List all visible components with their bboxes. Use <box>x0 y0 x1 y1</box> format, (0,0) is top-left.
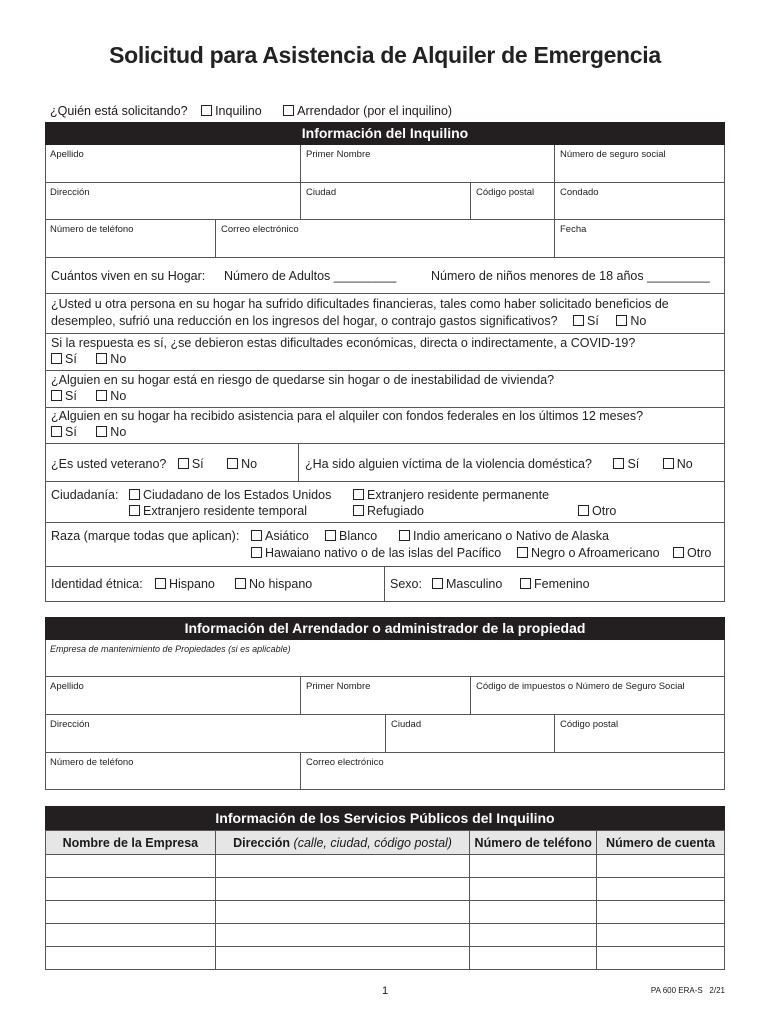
q3-options <box>51 388 126 405</box>
field-label: Fecha <box>560 224 587 235</box>
tenant-email-field[interactable] <box>216 220 555 258</box>
applicant-question <box>50 104 452 118</box>
sex-male-checkbox[interactable] <box>432 577 446 591</box>
landlord-option-label: Arrendador (por el inquilino) <box>297 104 453 118</box>
divider <box>45 293 725 294</box>
yes-label: Sí <box>627 457 640 471</box>
tenant-city-field[interactable] <box>301 183 471 220</box>
landlord-email-field[interactable] <box>301 753 725 790</box>
yes-label: Sí <box>587 314 599 328</box>
col-company: Nombre de la Empresa <box>46 831 216 855</box>
landlord-address-field[interactable] <box>45 715 386 753</box>
option-label: Blanco <box>339 529 378 543</box>
no-label: No <box>110 389 127 403</box>
option-label: Indio americano o Nativo de Alaska <box>413 529 609 543</box>
page-title: Solicitud para Asistencia de Alquiler de Emergencia <box>109 42 661 68</box>
table-cell[interactable] <box>46 924 216 947</box>
landlord-city-field[interactable] <box>386 715 555 753</box>
field-label: Apellido <box>50 681 84 692</box>
violence-label: ¿Ha sido alguien víctima de la violencia doméstica? <box>305 457 592 471</box>
race-other-checkbox[interactable] <box>673 546 687 560</box>
ethnic-non-hispanic <box>235 576 312 593</box>
field-label: Número de teléfono <box>50 757 134 768</box>
race-black-checkbox[interactable] <box>517 546 531 560</box>
field-label: Código postal <box>476 187 535 198</box>
household-label: Cuántos viven en su Hogar: <box>51 269 206 283</box>
divider <box>45 481 725 482</box>
option-label: Negro o Afroamericano <box>531 546 660 560</box>
citizenship-temporary-checkbox[interactable] <box>129 504 143 518</box>
table-row <box>46 947 725 970</box>
landlord-phone-field[interactable] <box>45 753 301 790</box>
applicant-question-label: ¿Quién está solicitando? <box>50 104 188 118</box>
option-label: Otro <box>687 546 712 560</box>
tenant-first-name-field[interactable] <box>301 145 555 183</box>
field-label: Código de impuestos o Número de Seguro Social <box>476 681 685 692</box>
race-asian-checkbox[interactable] <box>251 529 265 543</box>
landlord-tax-field[interactable] <box>471 677 725 715</box>
table-cell[interactable] <box>215 924 470 947</box>
q1-line1: ¿Usted u otra persona en su hogar ha sufrido dificultades financieras, tales como haber solicitado beneficios de <box>51 297 669 311</box>
divider <box>45 566 725 567</box>
table-row <box>46 855 725 878</box>
ethnic-hispanic <box>155 576 215 593</box>
q3-no-checkbox[interactable] <box>96 389 110 403</box>
veteran-yes-checkbox[interactable] <box>178 457 192 471</box>
race-black <box>517 545 660 562</box>
race-white <box>325 528 377 545</box>
divider <box>45 370 725 371</box>
citizenship-other <box>578 503 616 520</box>
citizenship-other-checkbox[interactable] <box>578 504 592 518</box>
landlord-zip-field[interactable] <box>555 715 725 753</box>
sex-label: Sexo: <box>390 577 422 591</box>
table-cell[interactable] <box>470 947 597 970</box>
no-label: No <box>110 425 127 439</box>
q1-no-checkbox[interactable] <box>616 314 630 328</box>
option-label: Refugiado <box>367 504 424 518</box>
field-label: Código postal <box>560 719 619 730</box>
q2-text: Si la respuesta es sí, ¿se debieron estas dificultades económicas, directa o indirectamente, a COVID-19? <box>51 336 636 350</box>
q2-no-checkbox[interactable] <box>96 352 110 366</box>
option-label: Asiático <box>265 529 309 543</box>
option-label: Extranjero residente temporal <box>143 504 307 518</box>
field-label: Dirección <box>50 187 90 198</box>
ethnic-label: Identidad étnica: <box>51 577 143 591</box>
col-address-label: Dirección <box>233 835 291 850</box>
yes-label: Sí <box>65 352 77 366</box>
sex-female-checkbox[interactable] <box>520 577 534 591</box>
ethnic-non-hispanic-checkbox[interactable] <box>235 577 249 591</box>
option-label: Femenino <box>534 577 590 591</box>
tenant-address-field[interactable] <box>45 183 301 220</box>
q4-no-checkbox[interactable] <box>96 425 110 439</box>
divider <box>45 522 725 523</box>
race-native-checkbox[interactable] <box>399 529 413 543</box>
table-cell[interactable] <box>597 855 725 878</box>
table-cell[interactable] <box>46 878 216 901</box>
race-other <box>673 545 711 562</box>
q4-yes-checkbox[interactable] <box>51 425 65 439</box>
table-cell[interactable] <box>215 855 470 878</box>
yes-label: Sí <box>65 425 77 439</box>
q1-question <box>51 313 646 330</box>
table-cell[interactable] <box>470 855 597 878</box>
q3-text: ¿Alguien en su hogar está en riesgo de quedarse sin hogar o de inestabilidad de vivienda? <box>51 373 555 387</box>
table-cell[interactable] <box>215 901 470 924</box>
q4-text: ¿Alguien en su hogar ha recibido asistencia para el alquiler con fondos federales en los últimos 12 meses? <box>51 409 644 423</box>
table-cell[interactable] <box>597 878 725 901</box>
violence-no-checkbox[interactable] <box>663 457 677 471</box>
option-label: Extranjero residente permanente <box>367 488 550 502</box>
adults-field[interactable]: Número de Adultos _________ <box>224 269 397 283</box>
table-cell[interactable] <box>597 947 725 970</box>
q4-options <box>51 424 126 441</box>
col-address-hint: (calle, ciudad, código postal) <box>293 835 452 850</box>
violence-question <box>305 456 693 473</box>
q3-yes-checkbox[interactable] <box>51 389 65 403</box>
veteran-question <box>51 456 257 473</box>
divider <box>298 443 299 481</box>
option-label: No hispano <box>249 577 313 591</box>
tenant-zip-field[interactable] <box>471 183 555 220</box>
citizenship-permanent <box>353 487 549 504</box>
table-cell[interactable] <box>46 901 216 924</box>
tenant-checkbox[interactable] <box>201 104 215 118</box>
table-cell[interactable] <box>597 901 725 924</box>
table-cell[interactable] <box>46 855 216 878</box>
violence-yes-checkbox[interactable] <box>613 457 627 471</box>
race-white-checkbox[interactable] <box>325 529 339 543</box>
field-label: Condado <box>560 187 599 198</box>
field-label: Correo electrónico <box>306 757 384 768</box>
option-label: Hawaiano nativo o de las islas del Pacífico <box>265 546 502 560</box>
form-id: PA 600 ERA-S 2/21 <box>650 986 725 995</box>
tenant-ssn-field[interactable] <box>555 145 725 183</box>
no-label: No <box>241 457 258 471</box>
citizenship-temporary <box>129 503 307 520</box>
option-label: Otro <box>592 504 617 518</box>
landlord-company-field[interactable] <box>45 640 725 677</box>
option-label: Hispano <box>169 577 215 591</box>
page-number: 1 <box>381 985 389 997</box>
no-label: No <box>630 314 647 328</box>
citizenship-us <box>129 487 331 504</box>
race-asian <box>251 528 309 545</box>
tenant-option-label: Inquilino <box>215 104 262 118</box>
sex-female <box>520 576 590 593</box>
landlord-header: Información del Arrendador o administrador de la propiedad <box>45 617 725 640</box>
field-label: Número de teléfono <box>50 224 134 235</box>
option-label: Ciudadano de los Estados Unidos <box>143 488 332 502</box>
tenant-header: Información del Inquilino <box>45 122 725 145</box>
citizenship-label: Ciudadanía: <box>51 488 119 502</box>
race-label: Raza (marque todas que aplican): <box>51 529 240 543</box>
tenant-county-field[interactable] <box>555 183 725 220</box>
citizenship-refugee <box>353 503 424 520</box>
yes-label: Sí <box>191 457 204 471</box>
landlord-first-name-field[interactable] <box>301 677 471 715</box>
table-cell[interactable] <box>470 901 597 924</box>
col-account: Número de cuenta <box>597 831 725 855</box>
table-cell[interactable] <box>597 924 725 947</box>
citizenship-refugee-checkbox[interactable] <box>353 504 367 518</box>
race-native <box>399 528 609 545</box>
tenant-date-field[interactable] <box>555 220 725 258</box>
yes-label: Sí <box>65 389 77 403</box>
q2-options <box>51 351 126 368</box>
q2-yes-checkbox[interactable] <box>51 352 65 366</box>
table-cell[interactable] <box>470 924 597 947</box>
ethnic-hispanic-checkbox[interactable] <box>155 577 169 591</box>
no-label: No <box>110 352 127 366</box>
race-hawaiian <box>251 545 501 562</box>
children-field[interactable]: Número de niños menores de 18 años _________ <box>431 269 710 283</box>
field-label: Ciudad <box>391 719 422 730</box>
table-row <box>46 901 725 924</box>
divider <box>384 566 385 602</box>
table-cell[interactable] <box>470 878 597 901</box>
citizenship-permanent-checkbox[interactable] <box>353 488 367 502</box>
table-cell[interactable] <box>215 878 470 901</box>
q1-yes-checkbox[interactable] <box>573 314 587 328</box>
field-label: Primer Nombre <box>306 149 371 160</box>
table-cell[interactable] <box>46 947 216 970</box>
divider <box>45 333 725 334</box>
tenant-last-name-field[interactable] <box>45 145 301 183</box>
landlord-checkbox[interactable] <box>283 104 297 118</box>
field-label: Empresa de mantenimiento de Propiedades (si es aplicable) <box>50 644 291 654</box>
citizenship-us-checkbox[interactable] <box>129 488 143 502</box>
q1-line2: desempleo, sufrió una reducción en los ingresos del hogar, o contrajo gastos significativos? <box>51 314 558 328</box>
tenant-phone-field[interactable] <box>45 220 216 258</box>
table-row <box>46 878 725 901</box>
field-label: Correo electrónico <box>221 224 299 235</box>
table-row <box>46 924 725 947</box>
divider <box>45 443 725 444</box>
field-label: Número de seguro social <box>560 149 666 160</box>
field-label: Apellido <box>50 149 84 160</box>
table-cell[interactable] <box>215 947 470 970</box>
race-hawaiian-checkbox[interactable] <box>251 546 265 560</box>
landlord-last-name-field[interactable] <box>45 677 301 715</box>
veteran-label: ¿Es usted veterano? <box>51 457 167 471</box>
field-label: Dirección <box>50 719 90 730</box>
sex-male <box>432 576 502 593</box>
veteran-no-checkbox[interactable] <box>227 457 241 471</box>
no-label: No <box>676 457 693 471</box>
option-label: Masculino <box>446 577 503 591</box>
col-phone: Número de teléfono <box>470 831 597 855</box>
table-header-row <box>46 831 725 855</box>
col-address <box>215 831 470 855</box>
utilities-header: Información de los Servicios Públicos del Inquilino <box>45 806 725 830</box>
utilities-table <box>45 830 725 970</box>
field-label: Primer Nombre <box>306 681 371 692</box>
field-label: Ciudad <box>306 187 337 198</box>
